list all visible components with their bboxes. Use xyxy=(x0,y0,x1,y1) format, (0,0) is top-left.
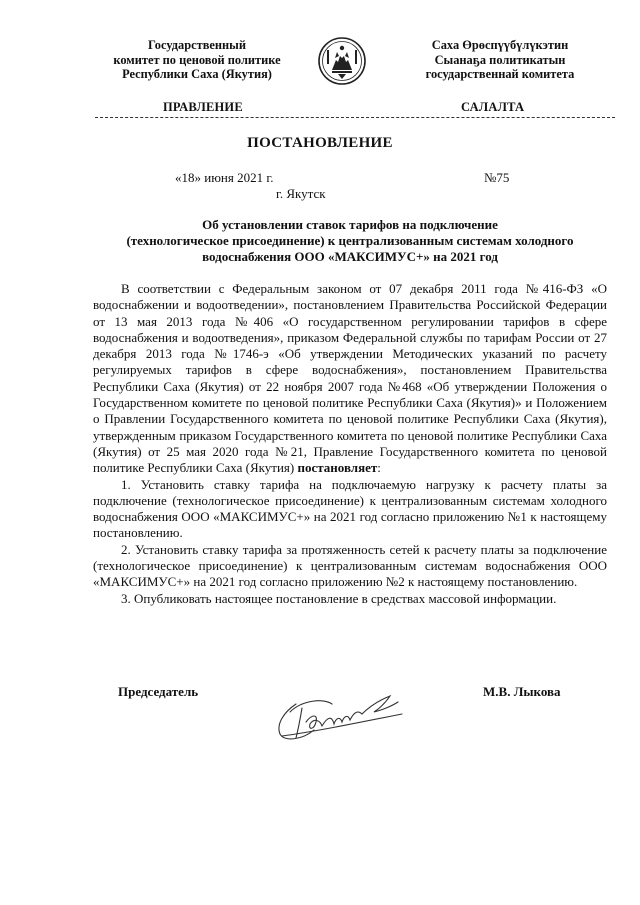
resolution-item-3: 3. Опубликовать настоящее постановление в средствах массовой информации. xyxy=(121,590,557,606)
subject-line: водоснабжения ООО «МАКСИМУС+» на 2021 год xyxy=(202,249,498,264)
header-right-line: Саха Өрөспүүбүлүкэтин xyxy=(431,38,569,52)
preamble-paragraph xyxy=(93,281,607,477)
preamble-colon: : xyxy=(377,460,381,476)
header-left-organization xyxy=(92,38,302,82)
board-label-yakut: САЛАЛТА xyxy=(461,100,525,114)
header-right-organization xyxy=(395,38,605,82)
header-left-line: комитет по ценовой политике xyxy=(113,52,281,67)
handwritten-signature-icon xyxy=(262,690,422,750)
resolution-item-1: 1. Установить ставку тарифа на подключаемую нагрузку к расчету платы за подключение (технологическое присоединение) к централизованным системам холодного водоснабжения ООО «МАКСИМУС+» на 2021 год согласно приложению №1 к настоящему постановлению. xyxy=(93,476,607,541)
signatory-name: М.В. Лыкова xyxy=(483,684,561,699)
header-right-line: Сыанаҕа политикатын xyxy=(434,52,566,67)
document-title: ПОСТАНОВЛЕНИЕ xyxy=(247,135,393,151)
header-right-line: государственнай комитета xyxy=(425,67,575,81)
document-subject xyxy=(90,217,610,265)
header-left-line: Республики Саха (Якутия) xyxy=(122,67,272,81)
header-left-line: Государственный xyxy=(148,38,246,52)
document-body xyxy=(93,281,607,607)
subject-line: (технологическое присоединение) к централизованным системам холодного xyxy=(126,233,574,248)
resolution-item-2: 2. Установить ставку тарифа за протяженность сетей к расчету платы за подключение (технологическое присоединение) к централизованным системам водоснабжения ООО «МАКСИМУС+» на 2021 год согласно приложению №2 к настоящему постановлению. xyxy=(93,541,607,590)
board-label-russian: ПРАВЛЕНИЕ xyxy=(163,100,243,114)
document-date: «18» июня 2021 г. xyxy=(175,170,274,185)
sakha-republic-emblem-icon xyxy=(318,36,366,86)
subject-line: Об установлении ставок тарифов на подключение xyxy=(202,217,498,232)
preamble-text: В соответствии с Федеральным законом от 07 декабря 2011 года №416-ФЗ «О водоснабжении и водоотведении», постановлением Правительства Российской Федерации от 13 мая 2013 года №406 «О государственном регулировании тарифов в сфере водоснабжения и водоотведения», приказом Федеральной службы по тарифам России от 27 декабря 2013 года №1746-э «Об утверждении Методических указаний по расчету регулируемых тарифов в сфере водоснабжения», постановлением Правительства Республики Саха (Якутия) от 22 ноября 2007 года №468 «Об утверждении Положения о Государственном комитете по ценовой политике Республики Саха (Якутия)» и Положением о Правлении Государственного комитета по ценовой политике Республики Саха (Якутия), утвержденным приказом Государственного комитета по ценовой политике Республики Саха (Якутия) от 25 мая 2020 года №21, Правление Государственного комитета по ценовой политике Республики Саха (Якутия) xyxy=(93,281,607,476)
document-number: №75 xyxy=(484,170,510,185)
document-city: г. Якутск xyxy=(276,186,326,201)
signatory-role: Председатель xyxy=(118,684,199,699)
header-divider xyxy=(95,117,615,118)
preamble-resolution-word: постановляет xyxy=(297,460,378,476)
